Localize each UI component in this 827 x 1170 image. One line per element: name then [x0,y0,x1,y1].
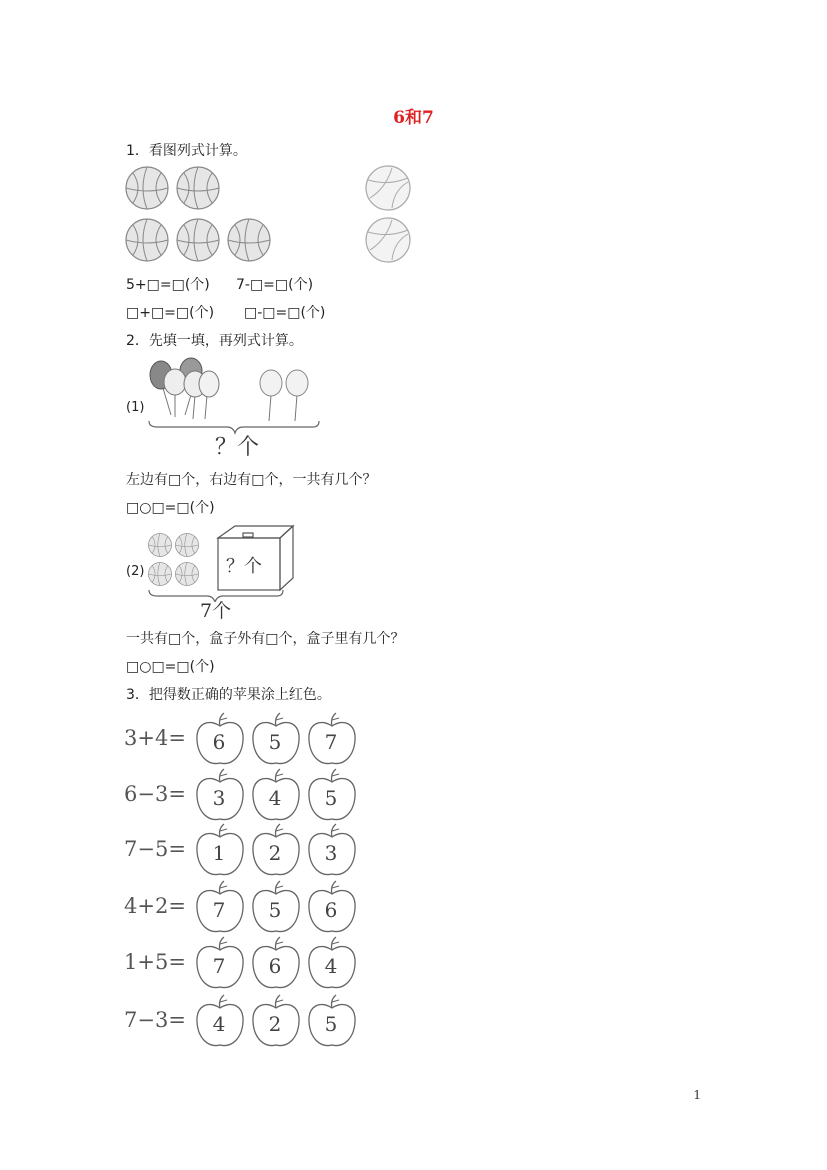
apple-number: 4 [212,1012,226,1036]
apple-answer[interactable] [308,994,358,1050]
apple-answer[interactable] [196,823,246,879]
part-2-formula: □○□=□(个) [126,659,215,675]
basketball-icon [126,167,168,209]
volleyball-icon [366,218,410,262]
q1-formula-add-1: 5+□=□(个) [126,277,210,293]
apple-number: 5 [324,1012,338,1036]
q1-ball-illustration [120,162,420,272]
apple-number: 6 [268,954,282,978]
balloon-icon [286,370,308,396]
basketball-icon [148,562,171,585]
apple-number: 5 [268,730,282,754]
apple-answer[interactable] [196,768,246,824]
apple-number: 7 [212,898,226,922]
equation-label: 3+4= [124,726,186,750]
apple-answer[interactable] [252,712,302,768]
basketball-icon [228,219,270,261]
apple-answer[interactable] [196,994,246,1050]
apple-answer[interactable] [308,880,358,936]
question-1-heading: 1．看图列式计算。 [126,143,247,159]
apple-answer[interactable] [308,936,358,992]
apple-answer[interactable] [308,823,358,879]
balloon-icon [199,371,219,397]
q1-formula-sub-2: □-□=□(个) [244,305,326,321]
apple-number: 5 [324,786,338,810]
balloons-illustration [145,355,325,435]
q1-formula-sub-1: 7-□=□(个) [236,277,314,293]
part-1-question: 左边有□个，右边有□个，一共有几个？ [126,472,377,488]
apple-number: 1 [212,841,226,865]
apple-number: 4 [268,786,282,810]
apple-answer[interactable] [252,823,302,879]
box-illustration [145,522,300,602]
balloon-icon [164,369,186,395]
q1-formula-add-2: □+□=□(个) [126,305,215,321]
apple-answer[interactable] [196,936,246,992]
apple-answer[interactable] [252,880,302,936]
apple-number: 5 [268,898,282,922]
basketball-icon [175,562,198,585]
part-2-label: (2) [126,564,145,579]
apple-answer[interactable] [308,768,358,824]
apple-answer[interactable] [252,768,302,824]
apple-number: 7 [212,954,226,978]
box-label: ？个 [226,556,262,577]
equation-label: 7−3= [124,1008,186,1032]
page-title: 6和7 [393,108,434,128]
question-3-heading: 3．把得数正确的苹果涂上红色。 [126,687,331,703]
equation-label: 4+2= [124,894,186,918]
apple-answer[interactable] [308,712,358,768]
apple-answer[interactable] [252,994,302,1050]
equation-label: 7−5= [124,837,186,861]
apple-number: 3 [212,786,226,810]
equation-label: 6−3= [124,782,186,806]
volleyball-icon [366,166,410,210]
page-number: 1 [693,1088,701,1102]
apple-number: 2 [268,1012,282,1036]
question-2-heading: 2．先填一填，再列式计算。 [126,333,303,349]
part-1-total: ？个 [215,435,260,460]
basketball-icon [148,533,171,556]
basketball-icon [177,167,219,209]
balloon-icon [260,370,282,396]
part-2-total: 7个 [200,600,232,622]
basketball-icon [175,533,198,556]
basketball-icon [126,219,168,261]
equation-label: 1+5= [124,950,186,974]
apple-number: 3 [324,841,338,865]
apple-number: 7 [324,730,338,754]
apple-number: 4 [324,954,338,978]
apple-number: 2 [268,841,282,865]
apple-number: 6 [212,730,226,754]
apple-answer[interactable] [196,712,246,768]
apple-number: 6 [324,898,338,922]
part-2-question: 一共有□个，盒子外有□个，盒子里有几个？ [126,631,405,647]
apple-answer[interactable] [252,936,302,992]
part-1-label: (1) [126,400,145,415]
part-1-formula: □○□=□(个) [126,500,215,516]
basketball-icon [177,219,219,261]
apple-answer[interactable] [196,880,246,936]
